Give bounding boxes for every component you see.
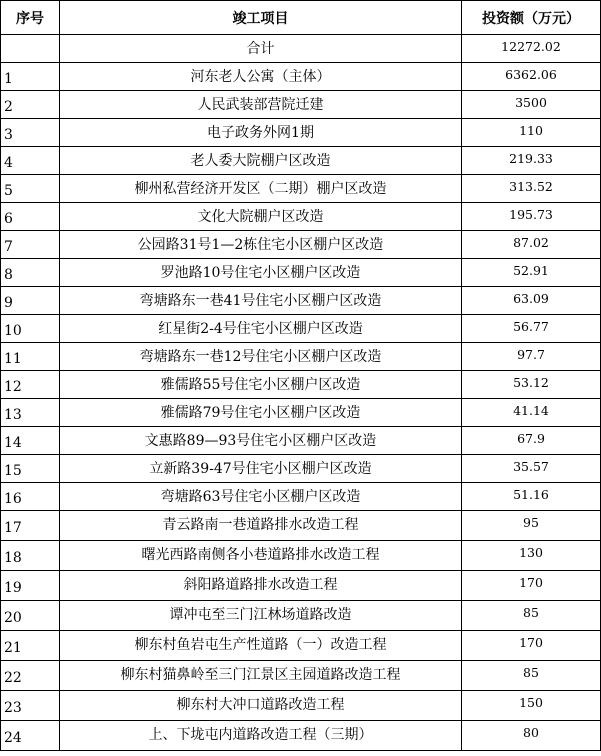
project-name-cell: 柳东村猫鼻岭至三门江景区主园道路改造工程: [60, 661, 462, 691]
row-number-cell: 19: [1, 571, 60, 601]
project-name-cell: 柳州私营经济开发区（二期）棚户区改造: [60, 175, 462, 203]
project-name-cell: 罗池路10号住宅小区棚户区改造: [60, 259, 462, 287]
row-number-cell: 14: [1, 427, 60, 455]
table-row: [1, 147, 601, 175]
amount-cell: 51.16: [462, 483, 601, 511]
project-name-cell: 人民武装部营院迁建: [60, 91, 462, 119]
row-number-cell: 6: [1, 203, 60, 231]
header-seq: 序号: [1, 1, 60, 35]
amount-cell: 35.57: [462, 455, 601, 483]
row-number-cell: 7: [1, 231, 60, 259]
project-name-cell: 斜阳路道路排水改造工程: [60, 571, 462, 601]
amount-cell: 53.12: [462, 371, 601, 399]
amount-cell: 170: [462, 631, 601, 661]
row-number-cell: 4: [1, 147, 60, 175]
amount-cell: 150: [462, 691, 601, 721]
row-number-cell: 18: [1, 541, 60, 571]
table-row: [1, 343, 601, 371]
total-row: [1, 35, 601, 63]
amount-cell: 41.14: [462, 399, 601, 427]
project-name-cell: 上、下垅屯内道路改造工程（三期）: [60, 721, 462, 751]
header-amount: 投资额（万元）: [462, 1, 601, 35]
table-row: [1, 399, 601, 427]
row-number-cell: 20: [1, 601, 60, 631]
amount-cell: 63.09: [462, 287, 601, 315]
row-number-cell: 17: [1, 511, 60, 541]
row-number-cell: 2: [1, 91, 60, 119]
project-name-cell: 立新路39-47号住宅小区棚户区改造: [60, 455, 462, 483]
amount-cell: 80: [462, 721, 601, 751]
row-number-cell: 21: [1, 631, 60, 661]
project-name-cell: 电子政务外网1期: [60, 119, 462, 147]
header-row: [1, 1, 601, 35]
amount-cell: 85: [462, 661, 601, 691]
table-row: [1, 371, 601, 399]
table-row: [1, 483, 601, 511]
row-number-cell: 11: [1, 343, 60, 371]
project-name-cell: 红星街2-4号住宅小区棚户区改造: [60, 315, 462, 343]
row-number-cell: 24: [1, 721, 60, 751]
amount-cell: 97.7: [462, 343, 601, 371]
project-name-cell: 曙光西路南侧各小巷道路排水改造工程: [60, 541, 462, 571]
amount-cell: 195.73: [462, 203, 601, 231]
project-name-cell: 弯塘路63号住宅小区棚户区改造: [60, 483, 462, 511]
amount-cell: 6362.06: [462, 63, 601, 91]
amount-cell: 95: [462, 511, 601, 541]
project-name-cell: 弯塘路东一巷12号住宅小区棚户区改造: [60, 343, 462, 371]
row-number-cell: 8: [1, 259, 60, 287]
project-name-cell: 谭冲屯至三门江林场道路改造: [60, 601, 462, 631]
row-number-cell: 5: [1, 175, 60, 203]
amount-cell: 313.52: [462, 175, 601, 203]
table-row: [1, 541, 601, 571]
amount-cell: 52.91: [462, 259, 601, 287]
amount-cell: 219.33: [462, 147, 601, 175]
amount-cell: 85: [462, 601, 601, 631]
amount-cell: 3500: [462, 91, 601, 119]
project-name-cell: 青云路南一巷道路排水改造工程: [60, 511, 462, 541]
amount-cell: 56.77: [462, 315, 601, 343]
project-name-cell: 文惠路89—93号住宅小区棚户区改造: [60, 427, 462, 455]
project-name-cell: 柳东村鱼岩屯生产性道路（一）改造工程: [60, 631, 462, 661]
amount-cell: 170: [462, 571, 601, 601]
total-label: 合计: [60, 35, 462, 63]
total-amount: 12272.02: [462, 35, 601, 63]
header-project: 竣工项目: [60, 1, 462, 35]
table-row: [1, 511, 601, 541]
table-row: [1, 691, 601, 721]
table-row: [1, 287, 601, 315]
row-number-cell: 22: [1, 661, 60, 691]
amount-cell: 130: [462, 541, 601, 571]
project-name-cell: 弯塘路东一巷41号住宅小区棚户区改造: [60, 287, 462, 315]
project-name-cell: 老人委大院棚户区改造: [60, 147, 462, 175]
table-row: [1, 231, 601, 259]
table-row: [1, 631, 601, 661]
table-row: [1, 571, 601, 601]
amount-cell: 110: [462, 119, 601, 147]
table-row: [1, 455, 601, 483]
row-number-cell: 12: [1, 371, 60, 399]
total-no-cell: [1, 35, 60, 63]
table-row: [1, 315, 601, 343]
table-row: [1, 427, 601, 455]
row-number-cell: 15: [1, 455, 60, 483]
table-row: [1, 203, 601, 231]
row-number-cell: 23: [1, 691, 60, 721]
table-row: [1, 63, 601, 91]
table-row: [1, 721, 601, 751]
amount-cell: 67.9: [462, 427, 601, 455]
table-row: [1, 661, 601, 691]
project-name-cell: 雅儒路55号住宅小区棚户区改造: [60, 371, 462, 399]
amount-cell: 87.02: [462, 231, 601, 259]
project-name-cell: 河东老人公寓（主体）: [60, 63, 462, 91]
row-number-cell: 13: [1, 399, 60, 427]
row-number-cell: 1: [1, 63, 60, 91]
project-name-cell: 公园路31号1—2栋住宅小区棚户区改造: [60, 231, 462, 259]
table-row: [1, 601, 601, 631]
table-row: [1, 175, 601, 203]
project-name-cell: 柳东村大冲口道路改造工程: [60, 691, 462, 721]
table-row: [1, 91, 601, 119]
project-name-cell: 雅儒路79号住宅小区棚户区改造: [60, 399, 462, 427]
row-number-cell: 9: [1, 287, 60, 315]
table-row: [1, 259, 601, 287]
row-number-cell: 16: [1, 483, 60, 511]
table-row: [1, 119, 601, 147]
project-name-cell: 文化大院棚户区改造: [60, 203, 462, 231]
row-number-cell: 3: [1, 119, 60, 147]
row-number-cell: 10: [1, 315, 60, 343]
